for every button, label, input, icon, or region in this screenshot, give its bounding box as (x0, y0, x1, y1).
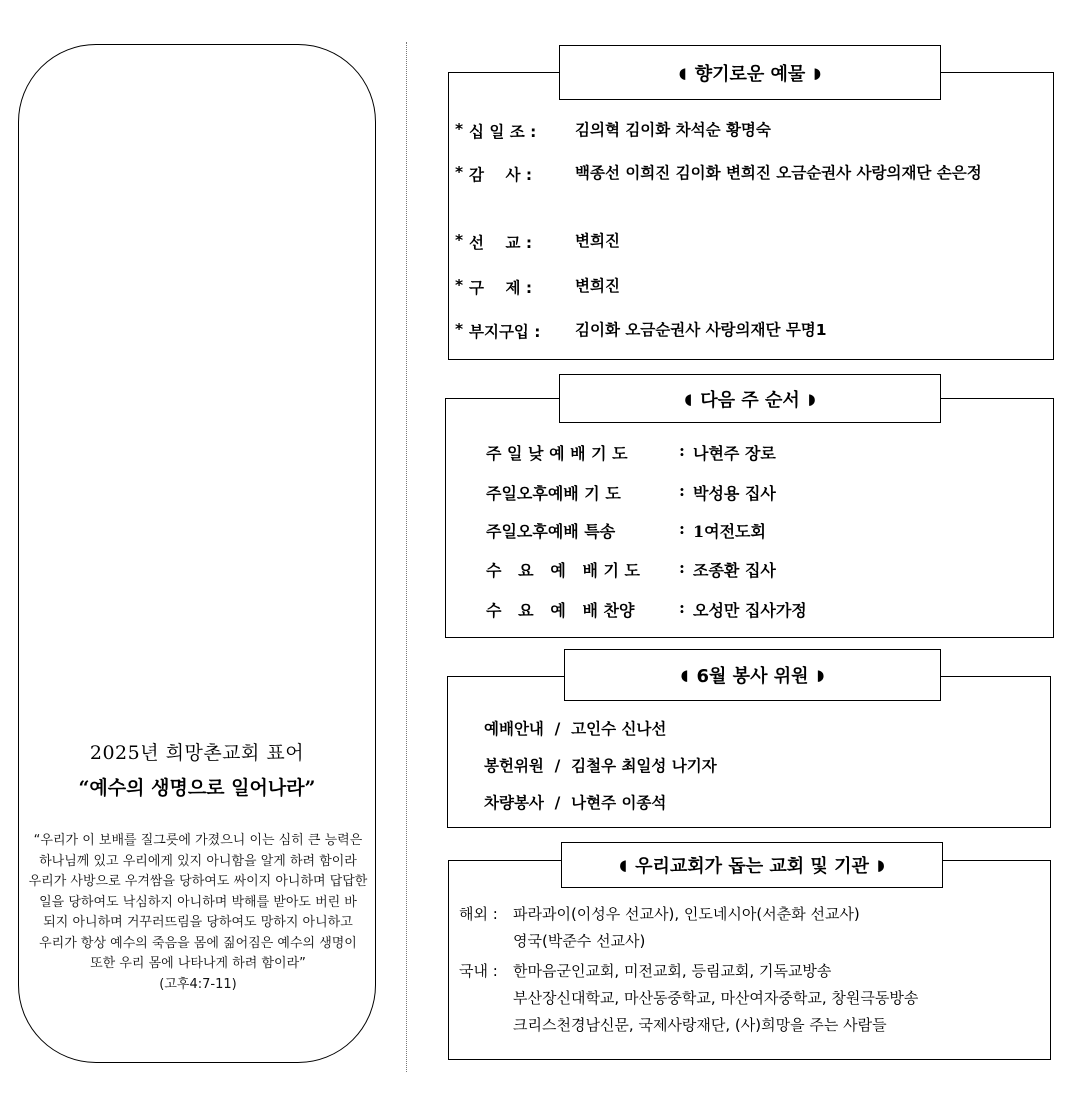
left-mark-icon: ◖ (619, 856, 628, 874)
offering-label: 구 제 : (469, 279, 533, 297)
offerings-title (559, 45, 941, 100)
motto-verse-text: “우리가 이 보배를 질그릇에 가졌으니 이는 심히 큰 능력은 하나님께 있고 우리에게 있지 아니함을 알게 하려 함이라 우리가 사방으로 우겨쌈을 당하여도 싸이지 아니하며 답답한 일을 당하여도 낙심하지 아니하며 박해를 받아도 버린 바 되지 아니하며 거꾸러뜨림을 당하여도 망하지 아니하고 우리가 항상 예수의 죽음을 몸에 짊어짐은 예수의 생명이 또한 우리 몸에 나타나게 하려 함이라” (28, 833, 368, 971)
supported-lines (513, 958, 1033, 1039)
supported-label: 국내 : (459, 962, 498, 980)
motto-title: 2025년 희망촌교회 표어 (89, 742, 305, 764)
supported-line: 영국(박준수 선교사) (513, 932, 646, 950)
supported-line: 부산장신대학교, 마산동중학교, 마산여자중학교, 창원극동방송 (513, 989, 919, 1007)
right-mark-icon: ◗ (813, 63, 822, 82)
offering-names: 변희진 (575, 277, 620, 295)
bullet-icon: * (455, 231, 464, 249)
volunteer-row: 차량봉사 / 나현주 이종석 (484, 793, 667, 812)
right-mark-icon: ◗ (807, 389, 816, 408)
bullet-icon: * (455, 276, 464, 294)
offering-names: 김이화 오금순권사 사랑의재단 무명1 (575, 321, 827, 339)
next-week-row (486, 519, 766, 542)
next-week-person: 박성용 집사 (693, 484, 776, 503)
supported-section (448, 860, 1051, 1060)
supported-line: 크리스천경남신문, 국제사랑재단, (사)희망을 주는 사람들 (513, 1016, 887, 1034)
offerings-section (448, 72, 1054, 360)
offering-row (455, 276, 1025, 298)
colon: : (679, 519, 685, 538)
colon: : (679, 598, 685, 617)
next-week-row (486, 558, 776, 581)
bullet-icon: * (455, 320, 464, 338)
next-week-row (486, 441, 776, 464)
bullet-icon: * (455, 120, 464, 138)
next-week-person: 1여전도회 (693, 522, 766, 541)
volunteer-row: 예배안내 / 고인수 신나선 (484, 719, 667, 738)
volunteers-title (564, 649, 941, 701)
next-week-row (486, 481, 776, 504)
left-mark-icon: ◖ (680, 666, 689, 684)
next-week-row (486, 598, 807, 621)
offering-row (455, 120, 1025, 142)
next-week-role: 수 요 예 배 기 도 (486, 561, 641, 580)
right-mark-icon: ◗ (876, 856, 885, 874)
colon: : (679, 441, 685, 460)
colon: : (679, 481, 685, 500)
next-week-role: 수 요 예 배 찬양 (486, 601, 635, 620)
next-week-title (559, 374, 941, 423)
offerings-title-text: 향기로운 예물 (694, 63, 806, 85)
colon: : (679, 558, 685, 577)
bullet-icon: * (455, 163, 464, 181)
volunteer-row: 봉헌위원 / 김철우 최일성 나기자 (484, 756, 717, 775)
next-week-person: 나현주 장로 (693, 444, 776, 463)
left-mark-icon: ◖ (678, 63, 687, 82)
offering-row (455, 163, 1025, 185)
supported-title (561, 842, 943, 888)
motto-verse (25, 831, 371, 995)
supported-lines (513, 901, 1033, 955)
motto-verse-reference: (고후4:7-11) (159, 976, 237, 992)
supported-group-overseas (459, 901, 1033, 955)
right-mark-icon: ◗ (816, 666, 825, 684)
supported-group-domestic (459, 958, 1033, 1039)
next-week-person: 조종환 집사 (693, 561, 776, 580)
next-week-person: 오성만 집사가정 (693, 601, 807, 620)
offering-row (455, 231, 1025, 253)
next-week-role: 주일오후예배 기 도 (486, 484, 621, 503)
page-divider (406, 42, 407, 1072)
offering-label: 감 사 : (469, 166, 533, 184)
next-week-section (445, 398, 1054, 638)
supported-line: 파라과이(이성우 선교사), 인도네시아(서춘화 선교사) (513, 905, 860, 923)
volunteers-title-text: 6월 봉사 위원 (696, 666, 809, 687)
motto-slogan: “예수의 생명으로 일어나라” (78, 777, 316, 799)
offering-label: 십 일 조 : (469, 123, 537, 141)
supported-line: 한마음군인교회, 미전교회, 등림교회, 기독교방송 (513, 962, 832, 980)
offering-row (455, 320, 1025, 342)
supported-title-text: 우리교회가 돕는 교회 및 기관 (635, 856, 869, 877)
supported-label: 해외 : (459, 905, 498, 923)
motto-panel (18, 44, 376, 1063)
next-week-role: 주일오후예배 특송 (486, 522, 616, 541)
next-week-role: 주 일 낮 예 배 기 도 (486, 444, 628, 463)
next-week-title-text: 다음 주 순서 (700, 389, 800, 411)
offering-label: 부지구입 : (469, 323, 541, 341)
offering-names: 김의혁 김이화 차석순 황명숙 (575, 121, 771, 139)
offering-names: 백종선 이희진 김이화 변희진 오금순권사 사랑의재단 손은정 (575, 164, 982, 182)
offering-label: 선 교 : (469, 234, 533, 252)
left-mark-icon: ◖ (684, 389, 693, 408)
offering-names: 변희진 (575, 232, 620, 250)
